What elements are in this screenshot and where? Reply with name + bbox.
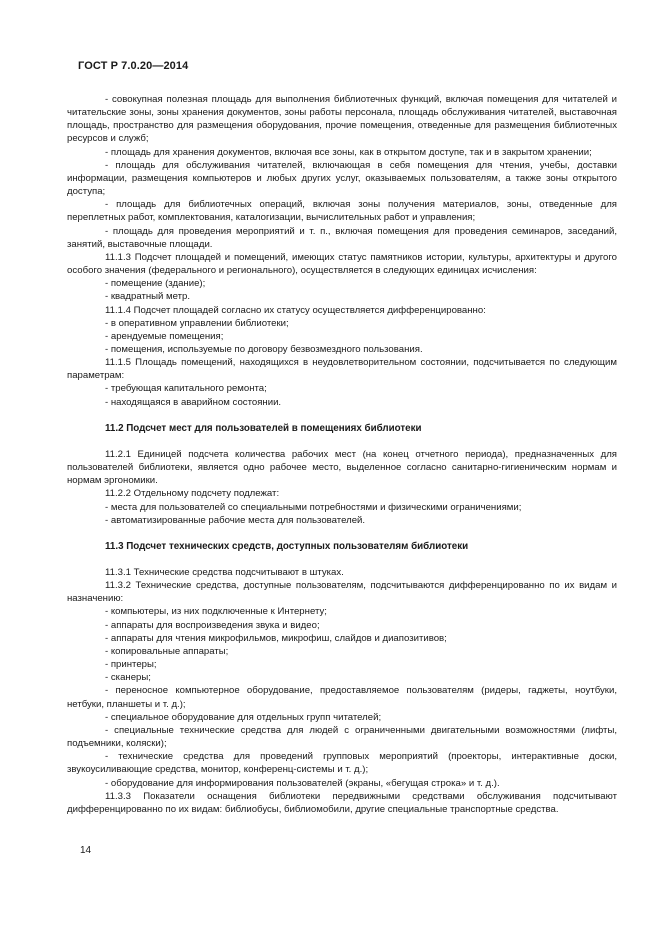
- section-11-2: [67, 448, 617, 527]
- paragraph: - сканеры;: [105, 672, 151, 684]
- paragraph: - компьютеры, из них подключенные к Интернету;: [105, 606, 327, 618]
- paragraph: - в оперативном управлении библиотеки;: [105, 317, 289, 329]
- paragraph: - находящаяся в аварийном состоянии.: [105, 396, 282, 408]
- paragraph: 11.1.5 Площадь помещений, находящихся в неудовлетворительном состоянии, подсчитывается по следующим параметрам:: [67, 357, 617, 382]
- page-number: 14: [80, 845, 92, 856]
- paragraph: - оборудование для информирования пользователей (экраны, «бегущая строка» и т. д.).: [105, 777, 500, 789]
- paragraph: - помещение (здание);: [105, 278, 206, 290]
- paragraph: - места для пользователей со специальными потребностями и физическими ограничениями;: [105, 501, 522, 513]
- section-heading-11-3: 11.3 Подсчет технических средств, доступных пользователям библиотеки: [105, 540, 469, 552]
- paragraph: 11.1.3 Подсчет площадей и помещений, имеющих статус памятников истории, культуры, архитектуры и другого особого значения (федерального и регионального), осуществляется в следующих единицах исчисления:: [67, 251, 617, 277]
- paragraph: - площадь для хранения документов, включая все зоны, как в открытом доступе, так и в закрытом хранении;: [105, 146, 592, 158]
- paragraph: - специальные технические средства для людей с ограниченными двигательными возможностями (лифты, подъемники, коляски);: [67, 724, 617, 750]
- paragraph: - копировальные аппараты;: [105, 645, 229, 657]
- paragraph: - автоматизированные рабочие места для пользователей.: [105, 514, 366, 526]
- paragraph: 11.3.3 Показатели оснащения библиотеки передвижными средствами обслуживания подсчитывают дифференцированно по их видам: библиобусы, библиомобили, другие специальные транспортные средства.: [67, 790, 617, 815]
- paragraph: 11.2.2 Отдельному подсчету подлежат:: [105, 488, 280, 500]
- paragraph: - квадратный метр.: [105, 291, 191, 303]
- section-11-3: [67, 566, 617, 816]
- paragraph: 11.2.1 Единицей подсчета количества рабочих мест (на конец отчетного периода), предназначенных для пользователей библиотеки, является одно рабочее место, выделенное согласно санитарно-гигиеническим нормам и нормам эргономики.: [67, 448, 617, 487]
- paragraph: - технические средства для проведений групповых мероприятий (проекторы, интерактивные доски, звукоусиливающие средства, монитор, конференц-системы и т. д.);: [67, 751, 617, 776]
- paragraph: - помещения, используемые по договору безвозмездного пользования.: [105, 343, 423, 355]
- paragraph: 11.3.1 Технические средства подсчитывают в штуках.: [105, 567, 344, 578]
- paragraph: 11.1.4 Подсчет площадей согласно их статусу осуществляется дифференцированно:: [105, 304, 486, 316]
- paragraph: - совокупная полезная площадь для выполнения библиотечных функций, включая помещения для читателей и читательские зоны, зоны хранения документов, зоны работы персонала, площадь обслуживания читателей, выставочная площадь, пространство для размещения оборудования, прочие помещения, отведенные для размещения библиотечных ресурсов и служб;: [67, 94, 617, 145]
- paragraph: - аппараты для чтения микрофильмов, микрофиш, слайдов и диапозитивов;: [105, 632, 447, 644]
- section-11-1-continuation: [67, 93, 617, 409]
- paragraph: - площадь для проведения мероприятий и т. п., включая помещения для проведения семинаров, заседаний, занятий, выставочные площади.: [67, 225, 617, 250]
- document-body: [67, 93, 617, 816]
- document-code-header: ГОСТ Р 7.0.20—2014: [78, 60, 189, 72]
- paragraph: - принтеры;: [105, 659, 157, 671]
- paragraph: - специальное оборудование для отдельных групп читателей;: [105, 711, 382, 723]
- paragraph: 11.3.2 Технические средства, доступные пользователям, подсчитываются дифференцированно по их видам и назначению:: [67, 580, 617, 605]
- paragraph: - площадь для обслуживания читателей, включающая в себя помещения для чтения, учебы, доставки информации, размещения компьютеров и любых других услуг, оказываемых пользователям, а также зоны открытого доступа;: [67, 159, 617, 198]
- section-heading-11-2: 11.2 Подсчет мест для пользователей в помещениях библиотеки: [105, 422, 422, 434]
- paragraph: - площадь для библиотечных операций, включая зоны получения материалов, зоны, отведенные для переплетных работ, комплектования, каталогизации, вычислительных работ и управления;: [67, 199, 617, 224]
- paragraph: - переносное компьютерное оборудование, предоставляемое пользователям (ридеры, гаджеты, ноутбуки, нетбуки, планшеты и т. д.);: [67, 685, 617, 710]
- paragraph: - арендуемые помещения;: [105, 330, 224, 342]
- paragraph: - аппараты для воспроизведения звука и видео;: [105, 619, 320, 631]
- paragraph: - требующая капитального ремонта;: [105, 383, 267, 395]
